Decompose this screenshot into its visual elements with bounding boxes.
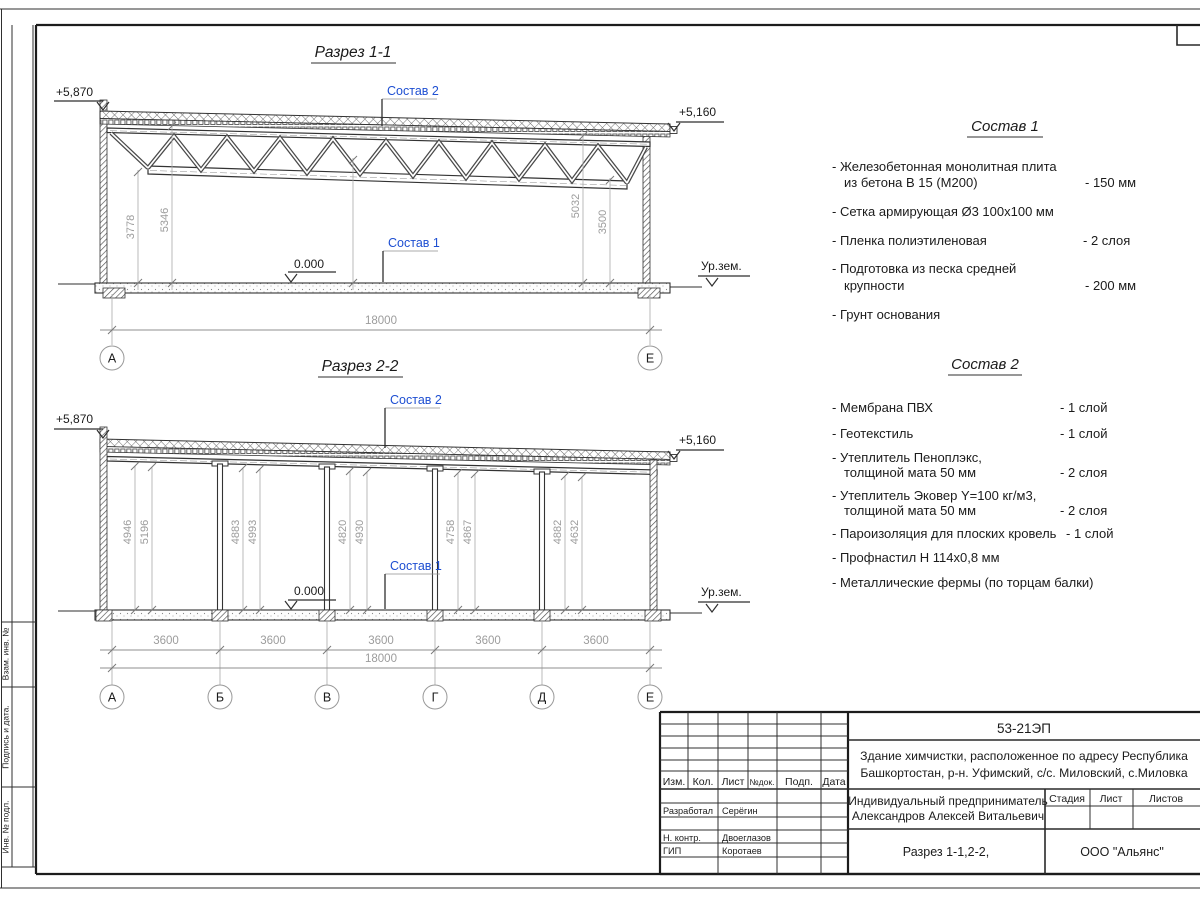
tb-role: Н. контр. [663,833,701,843]
dim-label: 5196 [139,519,151,545]
zero-level-mark [285,257,336,282]
wall-left [100,100,107,293]
ref-label: Состав 1 [388,236,440,250]
dim-total-label: 18000 [365,315,397,327]
dim-label: 4758 [445,519,457,545]
tb-list-col: Лист [1099,793,1123,805]
height-dimensions [125,122,614,290]
list-item-value: - 2 слоя [1060,503,1108,518]
zero-label: 0.000 [294,584,325,598]
ref-label: Состав 2 [387,84,439,98]
tb-role-name: Коротаев [722,846,762,856]
axis-label: А [107,690,117,705]
dim-label: 4883 [230,519,242,545]
list-item: - Пленка полиэтиленовая [832,233,987,248]
level-arrow-icon [706,604,718,612]
list-item: - Утеплитель Эковер Y=100 кг/м3, [832,488,1037,503]
list-item: - Пароизоляция для плоских кровель [832,526,1057,541]
dim-label: 3778 [125,214,137,240]
level-mark-left [54,412,109,438]
list-item-value: - 1 слой [1060,400,1108,415]
tb-sheet-title: Разрез 1-1,2-2, [902,845,990,859]
tb-role-name: Двоеглазов [722,833,771,843]
axis-label: В [322,690,332,705]
columns [212,461,550,610]
level-arrow-icon [706,278,718,286]
elevation-label: +5,160 [679,433,717,447]
ref-label: Состав 1 [390,559,442,573]
list-item: толщиной мата 50 мм [844,503,977,518]
dim-label: 3600 [153,635,179,647]
ref-label: Состав 2 [390,393,442,407]
margin-column [1,25,37,867]
tb-role: ГИП [663,846,682,856]
composition-2-title: Состав 2 [951,356,1019,373]
axis-bubbles [100,685,662,709]
dim-label: 5346 [159,207,171,233]
tb-stage-col: Стадия [1049,793,1085,805]
dim-label: 4632 [569,519,581,545]
dim-label: 4930 [354,519,366,545]
axis-label: Г [431,690,439,705]
section-2-2-title: Разрез 2-2 [321,358,399,375]
list-item-value: - 200 мм [1085,278,1137,293]
footing-left [103,288,125,298]
dim-label: 3600 [583,635,609,647]
floor-slab [95,283,670,293]
list-item: - Железобетонная монолитная плита [832,159,1057,174]
level-arrow-icon [285,601,297,609]
elevation-label: +5,160 [679,105,717,119]
tb-col-data: Дата [822,776,846,788]
list-item-value: - 1 слой [1066,526,1114,541]
list-item: - Утеплитель Пеноплэкс, [832,450,982,465]
axis-label: Е [645,690,655,705]
footing-right [638,288,660,298]
title-block [660,712,1200,874]
dim-label: 3600 [260,635,286,647]
tb-listov-col: Листов [1148,793,1184,805]
span-dimension [100,294,662,345]
composition-2-list [832,356,1114,590]
dim-label: 4993 [247,519,259,545]
section-1-1-title: Разрез 1-1 [314,44,392,61]
list-item-value: - 2 слоя [1060,465,1108,480]
level-mark-right [668,105,724,131]
composition-1-title: Состав 1 [971,118,1039,135]
dim-label: 3600 [475,635,501,647]
tb-col-list: Лист [721,776,745,788]
dim-total-label: 18000 [365,653,397,665]
level-mark-left [54,85,109,110]
tb-project-line2: Башкортостан, р-н. Уфимский, с/с. Миловский, с.Миловка [860,766,1188,780]
level-arrow-icon [285,274,297,282]
axis-label: А [107,351,117,366]
margin-label-inv: Инв. № подл. [0,800,11,854]
dim-label: 4946 [122,519,134,545]
floor-slab [95,610,670,620]
tb-company: ООО "Альянс" [1080,845,1164,859]
bay-height-dimensions [122,462,586,614]
list-item-value: - 2 слоя [1083,233,1131,248]
dim-label: 3600 [368,635,394,647]
level-mark-right [668,433,724,459]
tb-role: Разработал [663,806,714,816]
list-item: - Металлические фермы (по торцам балки) [832,575,1094,590]
span-dimensions [100,622,662,685]
list-item: толщиной мата 50 мм [844,465,977,480]
ground-label: Ур.зем. [701,585,742,599]
tb-doc-number: 53-21ЭП [997,721,1051,736]
axis-label: Д [537,690,547,705]
list-item: - Грунт основания [832,307,941,322]
elevation-label: +5,870 [56,412,94,426]
dim-label: 3500 [597,209,609,235]
list-item-value: - 150 мм [1085,175,1137,190]
section-1-1 [54,44,750,370]
ground-level-mark [698,259,750,286]
margin-label-podpis: Подпись и дата. [0,705,11,769]
list-item: - Геотекстиль [832,426,914,441]
dim-label: 4867 [462,519,474,545]
truss-bottom-chord [148,166,627,189]
dim-label: 5032 [570,193,582,219]
axis-label: Б [215,690,225,705]
tb-client-line2: Александров Алексей Витальевич [851,809,1045,823]
elevation-label: +5,870 [56,85,94,99]
list-item: крупности [844,278,905,293]
corner-stamp-box [1177,25,1200,45]
dim-label: 4882 [552,519,564,545]
list-item: - Подготовка из песка средней [832,261,1017,276]
wall-right [643,133,650,290]
section-2-2 [54,358,750,709]
dim-label: 4820 [337,519,349,545]
axis-label: Е [645,351,655,366]
list-item-value: - 1 слой [1060,426,1108,441]
list-item: из бетона В 15 (М200) [844,175,978,190]
tb-role-name: Серёгин [722,806,758,816]
wall-left [100,427,107,617]
tb-col-ndok: №док. [749,777,775,787]
list-item: - Сетка армирующая Ø3 100х100 мм [832,204,1054,219]
ground-label: Ур.зем. [701,259,742,273]
list-item: - Профнастил Н 114х0,8 мм [832,550,1000,565]
composition-1-list [832,118,1136,322]
tb-project-line1: Здание химчистки, расположенное по адресу Республика [860,749,1188,763]
zero-label: 0.000 [294,257,325,271]
tb-col-podp: Подп. [785,776,813,788]
list-item: - Мембрана ПВХ [832,400,933,415]
ref-sostav2-leader [385,393,442,448]
ground-level-mark [698,585,750,612]
margin-label-vzam: Взам. инв. № [0,627,11,681]
tb-col-izm: Изм. [662,776,686,788]
tb-client-line1: Индивидуальный предприниматель [848,794,1048,808]
wall-right [650,460,657,617]
tb-col-kol: Кол. [692,776,714,788]
ref-sostav1-leader [383,236,440,282]
